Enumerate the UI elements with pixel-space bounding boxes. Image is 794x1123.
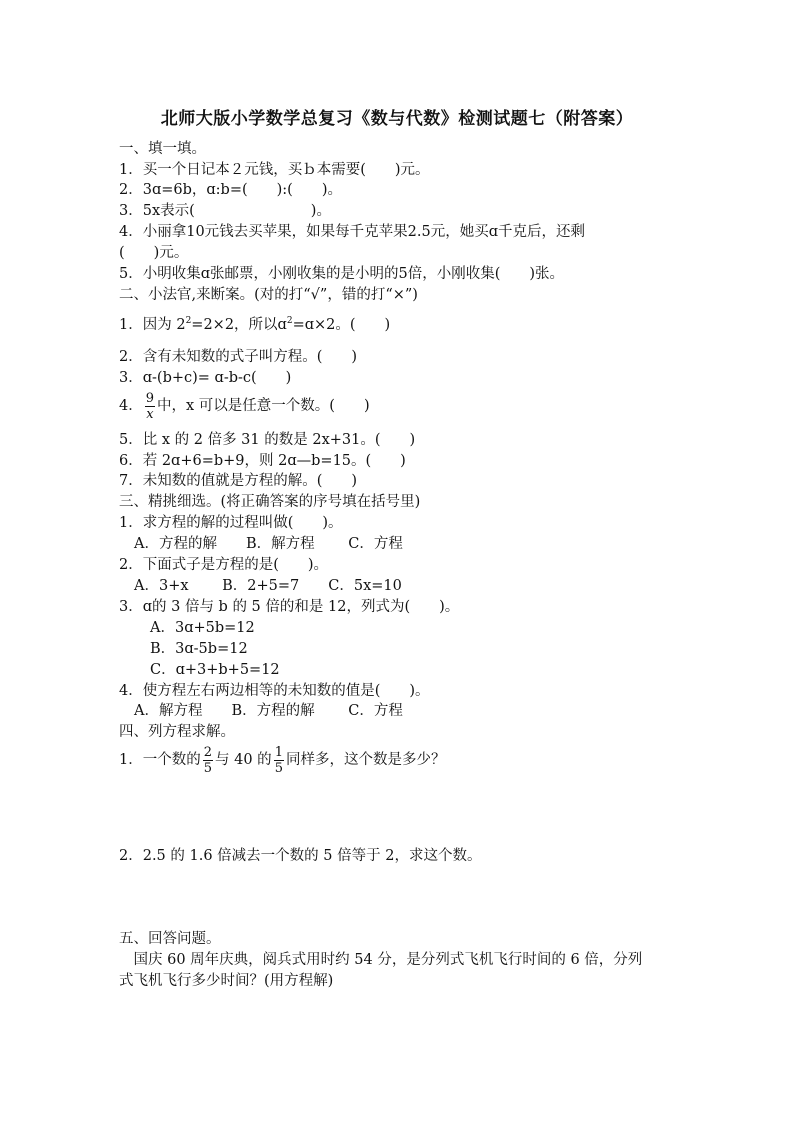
question-2-5: 5．比 x 的 2 倍多 31 的数是 2x+31。( ) [119, 432, 416, 448]
fraction-numerator: 2 [203, 744, 213, 760]
question-3-3: 3．ɑ的 3 倍与 b 的 5 倍的和是 12，列式为( )。 [119, 599, 460, 615]
question-1-3: 3．5x表示( )。 [119, 203, 331, 219]
question-3-1: 1．求方程的解的过程叫做( )。 [119, 515, 343, 531]
q2-1-exponent-b: 2 [286, 316, 293, 326]
q4-1-text-b: 与 40 的 [215, 752, 272, 768]
section-4-heading: 四、列方程求解。 [119, 724, 235, 740]
fraction-denominator: 5 [203, 760, 213, 776]
question-3-2: 2．下面式子是方程的是( )。 [119, 557, 329, 573]
q2-4-suffix: 中，x 可以是任意一个数。( ) [157, 398, 370, 414]
question-3-4: 4．使方程左右两边相等的未知数的值是( )。 [119, 683, 430, 699]
q2-1-text-c: =ɑ×2。( ) [292, 317, 391, 333]
q4-1-text-a: 1．一个数的 [119, 752, 201, 768]
question-3-1-options: A．方程的解 B．解方程 C．方程 [134, 536, 403, 552]
q2-1-text-a: 1．因为 2 [119, 317, 186, 333]
question-5-line-1: 国庆 60 周年庆典，阅兵式用时约 54 分，是分列式飞机飞行时间的 6 倍，分列 [119, 952, 643, 968]
fraction-denominator: 5 [274, 760, 283, 776]
question-2-6: 6．若 2ɑ+6=b+9，则 2ɑ—b=15。( ) [119, 453, 406, 469]
q2-1-text-b: =2×2，所以ɑ [191, 317, 287, 333]
question-4-1 [119, 744, 445, 776]
section-2-heading: 二、小法官,来断案。(对的打“√”，错的打“×”) [119, 287, 418, 303]
question-2-7: 7．未知数的值就是方程的解。( ) [119, 473, 358, 489]
fraction-numerator: 1 [274, 744, 283, 760]
question-1-5: 5．小明收集ɑ张邮票，小刚收集的是小明的5倍，小刚收集( )张。 [119, 266, 565, 282]
question-3-3-option-a: A．3ɑ+5b=12 [150, 620, 255, 636]
fraction-1-over-5 [274, 745, 284, 776]
question-2-4 [119, 390, 370, 422]
section-3-heading: 三、精挑细选。(将正确答案的序号填在括号里) [119, 494, 421, 510]
fraction-numerator: 9 [145, 390, 155, 406]
question-2-3: 3．ɑ-(b+c)= ɑ-b-c( ) [119, 370, 292, 386]
question-5-line-2: 式飞机飞行多少时间？(用方程解) [119, 973, 334, 989]
q2-1-exponent-a: 2 [185, 316, 192, 326]
section-1-heading: 一、填一填。 [119, 141, 206, 157]
question-1-1: 1．买一个日记本２元钱，买ｂ本需要( )元。 [119, 162, 430, 178]
question-3-3-option-b: B．3ɑ-5b=12 [150, 641, 248, 657]
page-title: 北师大版小学数学总复习《数与代数》检测试题七（附答案） [160, 109, 634, 129]
question-2-1 [119, 315, 390, 335]
question-2-2: 2．含有未知数的式子叫方程。( ) [119, 349, 358, 365]
question-1-4-line-1: 4．小丽拿10元钱去买苹果，如果每千克苹果2.5元，她买ɑ千克后，还剩 [119, 224, 586, 240]
q2-4-prefix: 4． [119, 398, 143, 414]
question-3-4-options: A．解方程 B．方程的解 C．方程 [134, 703, 403, 719]
fraction-9-over-x [145, 391, 155, 422]
fraction-denominator: x [146, 406, 154, 422]
question-3-3-option-c: C．ɑ+3+b+5=12 [150, 662, 280, 678]
question-3-2-options: A．3+x B．2+5=7 C．5x=10 [134, 578, 402, 594]
fraction-2-over-5 [203, 745, 213, 776]
question-1-2: 2．3ɑ=6b，ɑ:b=( ):( )。 [119, 182, 343, 198]
question-1-4-line-2: ( )元。 [119, 245, 189, 261]
q4-1-text-c: 同样多，这个数是多少？ [285, 752, 446, 768]
question-4-2: 2．2.5 的 1.6 倍减去一个数的 5 倍等于 2，求这个数。 [119, 848, 482, 864]
section-5-heading: 五、回答问题。 [119, 931, 221, 947]
